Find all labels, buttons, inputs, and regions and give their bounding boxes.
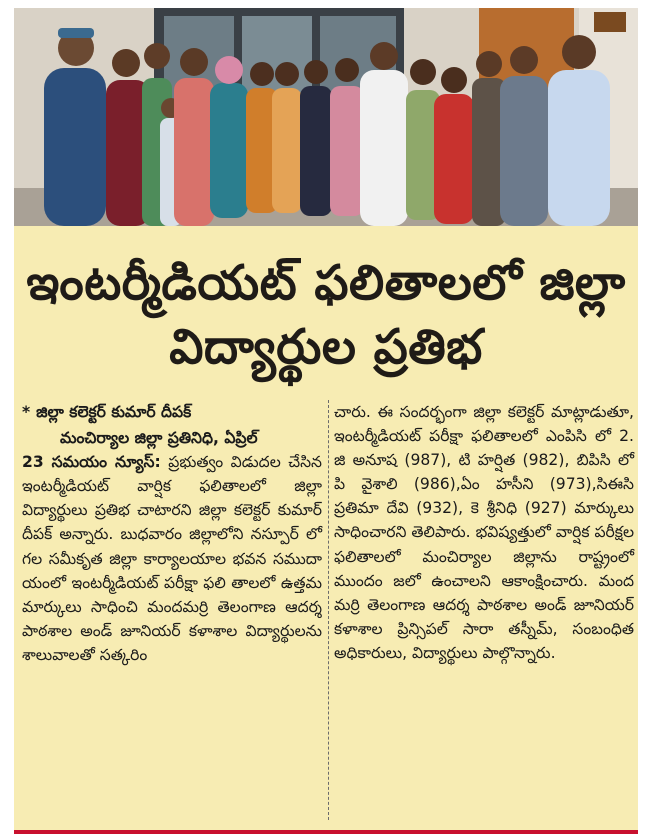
dateline-line-1: మంచిర్యాల జిల్లా ప్రతినిధి, ఏప్రిల్ bbox=[60, 429, 258, 448]
article-column-left bbox=[22, 400, 322, 667]
headline bbox=[14, 234, 638, 384]
byline-star: * bbox=[22, 403, 31, 421]
body-right-text: చారు. ఈ సందర్భంగా జిల్లా కలెక్టర్ మాట్లాడుతూ, ఇంటర్మీడియట్ పరీక్షా ఫలితాలలో ఎంపిసి లో 2. జి అనూష (987), టి హర్షిత (982), బిపిసి లో పి వైశాలి (986),ఏం హసీని (973),సిఈసి ప్రతిమా దేవి (932), కె శ్రీనిధి (927) మార్కులు సాధించారని తెలిపారు. భవిష్యత్తులో వార్షిక పరీక్షల ఫలితాలలో మంచిర్యాల జిల్లాను రాష్ట్రంలో ముందం జలో ఉంచాలని ఆకాంక్షించారు. మంద మర్రి తెలంగాణ ఆదర్శ పాఠశాల అండ్ జూనియర్ కళాశాల ప్రిన్సిపల్ సారా తస్నీమ్, సంబంధిత అధికారులు, విద్యార్థులు పాల్గొన్నారు. bbox=[334, 403, 634, 662]
bottom-accent-rule bbox=[14, 830, 638, 834]
news-clipping bbox=[14, 8, 638, 830]
article-column-right bbox=[334, 400, 634, 665]
dateline-line-2: 23 సమయం న్యూస్: bbox=[22, 453, 161, 472]
group-photo bbox=[14, 8, 638, 226]
body-left-text: ప్రభుత్వం విడుదల చేసిన ఇంటర్మీడియట్ వార్షిక ఫలితాలలో జిల్లా విద్యార్థులు ప్రతిభ చాటారని జిల్లా కలెక్టర్ కుమార్ దీపక్ అన్నారు. బుధవారం జిల్లాలోని నస్పూర్ లో గల సమీకృత జిల్లా కార్యాలయాల భవన సముదా యంలో ఇంటర్మీడియట్ పరీక్షా ఫలి తాలలో ఉత్తమ మార్కులు సాధించి మందమర్రి తెలంగాణ ఆదర్శ పాఠశాల అండ్ జూనియర్ కళాశాల విద్యార్థులను శాలువాలతో సత్కరిం bbox=[22, 453, 322, 664]
column-divider bbox=[328, 400, 329, 820]
headline-line-2: విద్యార్థుల ప్రతిభ bbox=[169, 319, 483, 375]
headline-line-1: ఇంటర్మీడియట్ ఫలితాలలో జిల్లా bbox=[26, 255, 626, 311]
byline-text: జిల్లా కలెక్టర్ కుమార్ దీపక్ bbox=[36, 403, 192, 421]
group-photo-illustration bbox=[14, 8, 638, 226]
byline bbox=[22, 400, 322, 424]
body-left bbox=[22, 450, 322, 667]
